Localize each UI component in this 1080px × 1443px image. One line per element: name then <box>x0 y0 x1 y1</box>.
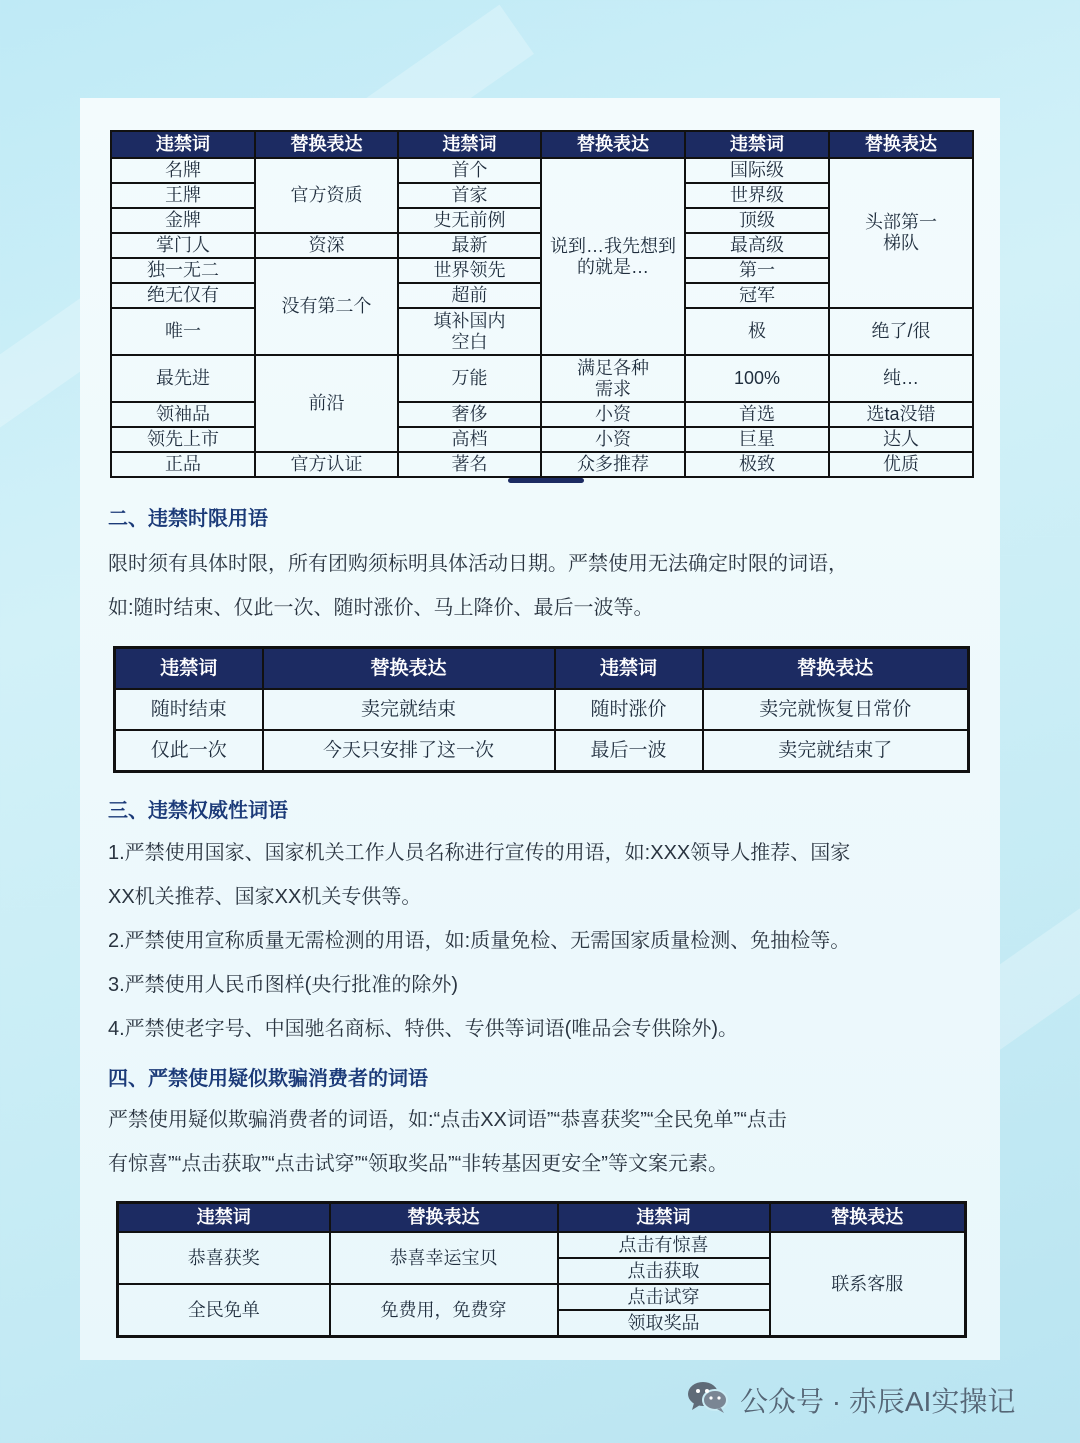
banned-word-cell: 填补国内空白 <box>398 308 541 355</box>
replacement-cell: 达人 <box>829 427 973 452</box>
banned-word-cell: 点击试穿 <box>558 1284 770 1310</box>
banned-word-cell: 100% <box>685 355 829 402</box>
banned-word-cell: 掌门人 <box>111 233 255 258</box>
paragraph-line: 严禁使用疑似欺骗消费者的词语，如:“点击XX词语”“恭喜获奖”“全民免单”“点击 <box>108 1109 787 1131</box>
replacement-cell: 前沿 <box>255 355 398 452</box>
banned-words-table-2 <box>113 646 970 773</box>
banned-word-cell: 正品 <box>111 452 255 477</box>
banned-word-cell: 绝无仅有 <box>111 283 255 308</box>
table-row <box>115 730 969 772</box>
banned-word-cell: 仅此一次 <box>115 730 263 772</box>
header-cell: 违禁词 <box>115 648 263 690</box>
banned-word-cell: 最后一波 <box>555 730 703 772</box>
header-cell: 替换表达 <box>263 648 555 690</box>
replacement-cell: 纯… <box>829 355 973 402</box>
header-cell: 违禁词 <box>685 131 829 158</box>
banned-word-cell: 名牌 <box>111 158 255 183</box>
replacement-cell: 卖完就结束 <box>263 689 555 730</box>
table-row <box>111 402 973 427</box>
table-row <box>111 158 973 183</box>
banned-word-cell: 最先进 <box>111 355 255 402</box>
table-header-row <box>115 648 969 690</box>
table-row <box>111 452 973 477</box>
replacement-cell: 小资 <box>541 402 685 427</box>
paragraph-line: 3.严禁使用人民币图样(央行批准的除外) <box>108 974 458 996</box>
header-cell: 替换表达 <box>703 648 969 690</box>
banned-word-cell: 王牌 <box>111 183 255 208</box>
watermark-text: 公众号 · 赤辰AI实操记 <box>740 1386 1016 1417</box>
section-paragraph <box>108 542 978 630</box>
header-cell: 违禁词 <box>111 131 255 158</box>
banned-word-cell: 第一 <box>685 258 829 283</box>
header-cell: 替换表达 <box>330 1203 558 1233</box>
banned-word-cell: 唯一 <box>111 308 255 355</box>
replacement-cell: 官方资质 <box>255 158 398 233</box>
replacement-cell: 满足各种需求 <box>541 355 685 402</box>
banned-word-cell: 万能 <box>398 355 541 402</box>
header-cell: 违禁词 <box>555 648 703 690</box>
banned-word-cell: 随时涨价 <box>555 689 703 730</box>
replacement-cell: 说到…我先想到的就是… <box>541 158 685 355</box>
banned-word-cell: 国际级 <box>685 158 829 183</box>
replacement-cell: 免费用，免费穿 <box>330 1284 558 1337</box>
banned-word-cell: 独一无二 <box>111 258 255 283</box>
banned-word-cell: 全民免单 <box>118 1284 330 1337</box>
replacement-cell: 头部第一梯队 <box>829 158 973 308</box>
paragraph-line: 有惊喜”“点击获取”“点击试穿”“领取奖品”“非转基因更安全”等文案元素。 <box>108 1153 728 1175</box>
section-heading: 四、严禁使用疑似欺骗消费者的词语 <box>108 1068 428 1090</box>
paragraph-line: 1.严禁使用国家、国家机关工作人员名称进行宣传的用语，如:XXX领导人推荐、国家 <box>108 842 851 864</box>
header-cell: 替换表达 <box>770 1203 966 1233</box>
section-paragraph <box>108 1098 978 1186</box>
replacement-cell: 恭喜幸运宝贝 <box>330 1232 558 1284</box>
header-cell: 替换表达 <box>255 131 398 158</box>
banned-word-cell: 首选 <box>685 402 829 427</box>
banned-words-table-1 <box>110 130 974 478</box>
table-row <box>118 1232 966 1258</box>
banned-word-cell: 超前 <box>398 283 541 308</box>
banned-word-cell: 领袖品 <box>111 402 255 427</box>
watermark <box>686 1378 1015 1422</box>
replacement-cell: 今天只安排了这一次 <box>263 730 555 772</box>
replacement-cell: 优质 <box>829 452 973 477</box>
banned-word-cell: 领取奖品 <box>558 1310 770 1337</box>
banned-words-table-3 <box>116 1201 967 1338</box>
replacement-cell: 卖完就恢复日常价 <box>703 689 969 730</box>
paragraph-line: XX机关推荐、国家XX机关专供等。 <box>108 886 422 908</box>
table-row <box>111 427 973 452</box>
header-cell: 替换表达 <box>541 131 685 158</box>
header-cell: 违禁词 <box>398 131 541 158</box>
replacement-cell: 小资 <box>541 427 685 452</box>
banned-word-cell: 著名 <box>398 452 541 477</box>
section-heading: 三、违禁权威性词语 <box>108 800 288 822</box>
paragraph-line: 如:随时结束、仅此一次、随时涨价、马上降价、最后一波等。 <box>108 597 654 619</box>
banned-word-cell: 极 <box>685 308 829 355</box>
section-heading: 二、违禁时限用语 <box>108 508 268 530</box>
replacement-cell: 官方认证 <box>255 452 398 477</box>
banned-word-cell: 随时结束 <box>115 689 263 730</box>
banned-word-cell: 高档 <box>398 427 541 452</box>
banned-word-cell: 世界领先 <box>398 258 541 283</box>
scroll-indicator <box>508 478 584 483</box>
banned-word-cell: 最新 <box>398 233 541 258</box>
banned-word-cell: 极致 <box>685 452 829 477</box>
banned-word-cell: 恭喜获奖 <box>118 1232 330 1284</box>
content-card <box>80 98 1000 1360</box>
table-row <box>111 355 973 402</box>
banned-word-cell: 史无前例 <box>398 208 541 233</box>
banned-word-cell: 奢侈 <box>398 402 541 427</box>
replacement-cell: 卖完就结束了 <box>703 730 969 772</box>
banned-word-cell: 领先上市 <box>111 427 255 452</box>
header-cell: 违禁词 <box>558 1203 770 1233</box>
table-header-row <box>111 131 973 158</box>
banned-word-cell: 顶级 <box>685 208 829 233</box>
banned-word-cell: 金牌 <box>111 208 255 233</box>
replacement-cell: 资深 <box>255 233 398 258</box>
banned-word-cell: 点击有惊喜 <box>558 1232 770 1258</box>
banned-word-cell: 首个 <box>398 158 541 183</box>
banned-word-cell: 世界级 <box>685 183 829 208</box>
replacement-cell: 联系客服 <box>770 1232 966 1337</box>
banned-word-cell: 首家 <box>398 183 541 208</box>
table-header-row <box>118 1203 966 1233</box>
paragraph-line: 限时须有具体时限，所有团购须标明具体活动日期。严禁使用无法确定时限的词语， <box>108 553 848 575</box>
header-cell: 违禁词 <box>118 1203 330 1233</box>
paragraph-line: 2.严禁使用宣称质量无需检测的用语，如:质量免检、无需国家质量检测、免抽检等。 <box>108 930 851 952</box>
banned-word-cell: 冠军 <box>685 283 829 308</box>
paragraph-line: 4.严禁使老字号、中国驰名商标、特供、专供等词语(唯品会专供除外)。 <box>108 1018 738 1040</box>
header-cell: 替换表达 <box>829 131 973 158</box>
replacement-cell: 绝了/很 <box>829 308 973 355</box>
wechat-icon <box>686 1379 730 1422</box>
table-row <box>115 689 969 730</box>
replacement-cell: 没有第二个 <box>255 258 398 355</box>
banned-word-cell: 点击获取 <box>558 1258 770 1284</box>
section-paragraph <box>108 831 978 1051</box>
replacement-cell: 众多推荐 <box>541 452 685 477</box>
banned-word-cell: 最高级 <box>685 233 829 258</box>
replacement-cell: 选ta没错 <box>829 402 973 427</box>
banned-word-cell: 巨星 <box>685 427 829 452</box>
